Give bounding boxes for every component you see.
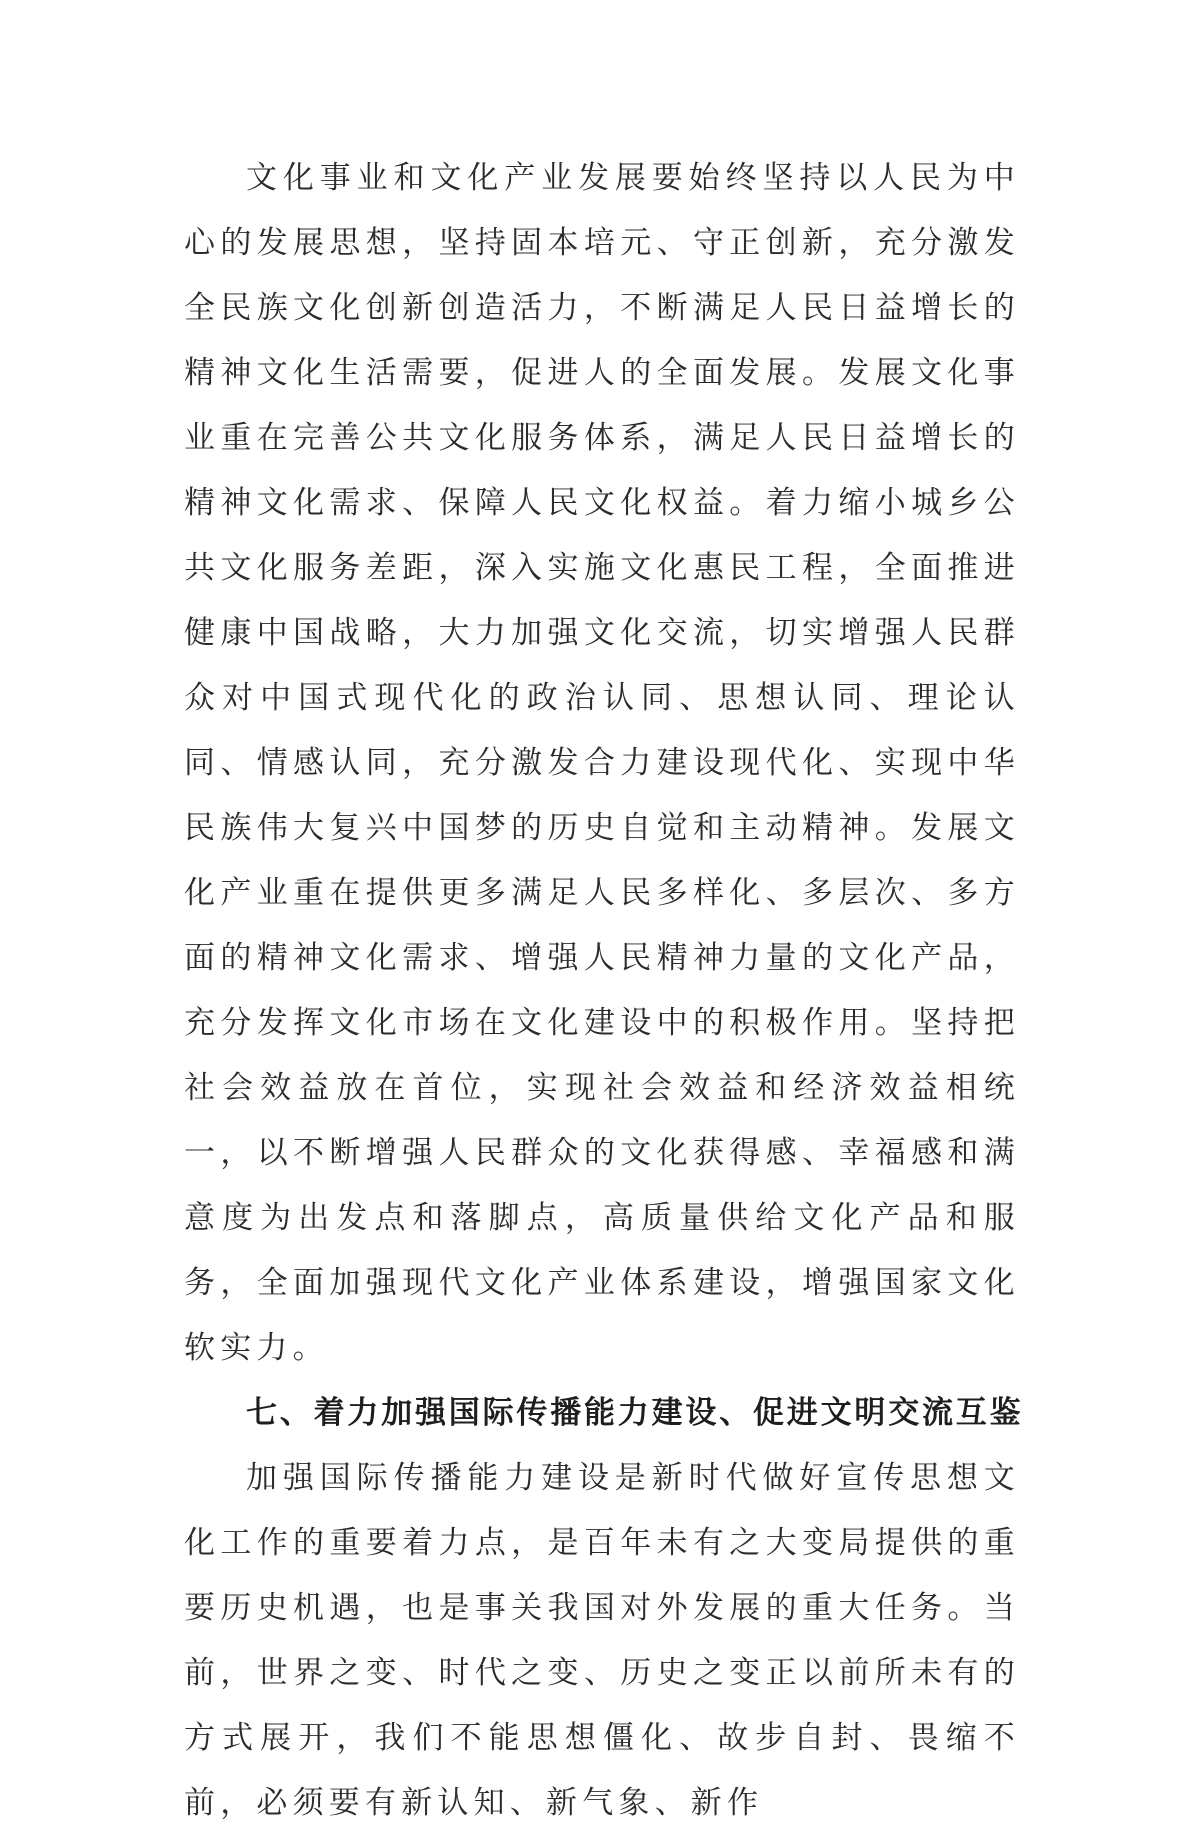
body-paragraph-international-communication: 加强国际传播能力建设是新时代做好宣传思想文化工作的重要着力点，是百年未有之大变局提供的重要历史机遇，也是事关我国对外发展的重大任务。当前，世界之变、时代之变、历史之变正以前所未有的方式展开，我们不能思想僵化、故步自封、畏缩不前，必须要有新认知、新气象、新作 xyxy=(184,1460,1020,1821)
section-heading-international-communication: 七、着力加强国际传播能力建设、促进文明交流互鉴 xyxy=(246,1395,1024,1431)
body-paragraph-culture-development: 文化事业和文化产业发展要始终坚持以人民为中心的发展思想，坚持固本培元、守正创新，充分激发全民族文化创新创造活力，不断满足人民日益增长的精神文化生活需要，促进人的全面发展。发展文化事业重在完善公共文化服务体系，满足人民日益增长的精神文化需求、保障人民文化权益。着力缩小城乡公共文化服务差距，深入实施文化惠民工程，全面推进健康中国战略，大力加强文化交流，切实增强人民群众对中国式现代化的政治认同、思想认同、理论认同、情感认同，充分激发合力建设现代化、实现中华民族伟大复兴中国梦的历史自觉和主动精神。发展文化产业重在提供更多满足人民多样化、多层次、多方面的精神文化需求、增强人民精神力量的文化产品，充分发挥文化市场在文化建设中的积极作用。坚持把社会效益放在首位，实现社会效益和经济效益相统一，以不断增强人民群众的文化获得感、幸福感和满意度为出发点和落脚点，高质量供给文化产品和服务，全面加强现代文化产业体系建设，增强国家文化软实力。 xyxy=(184,160,1020,1366)
document-body xyxy=(184,146,1024,1836)
